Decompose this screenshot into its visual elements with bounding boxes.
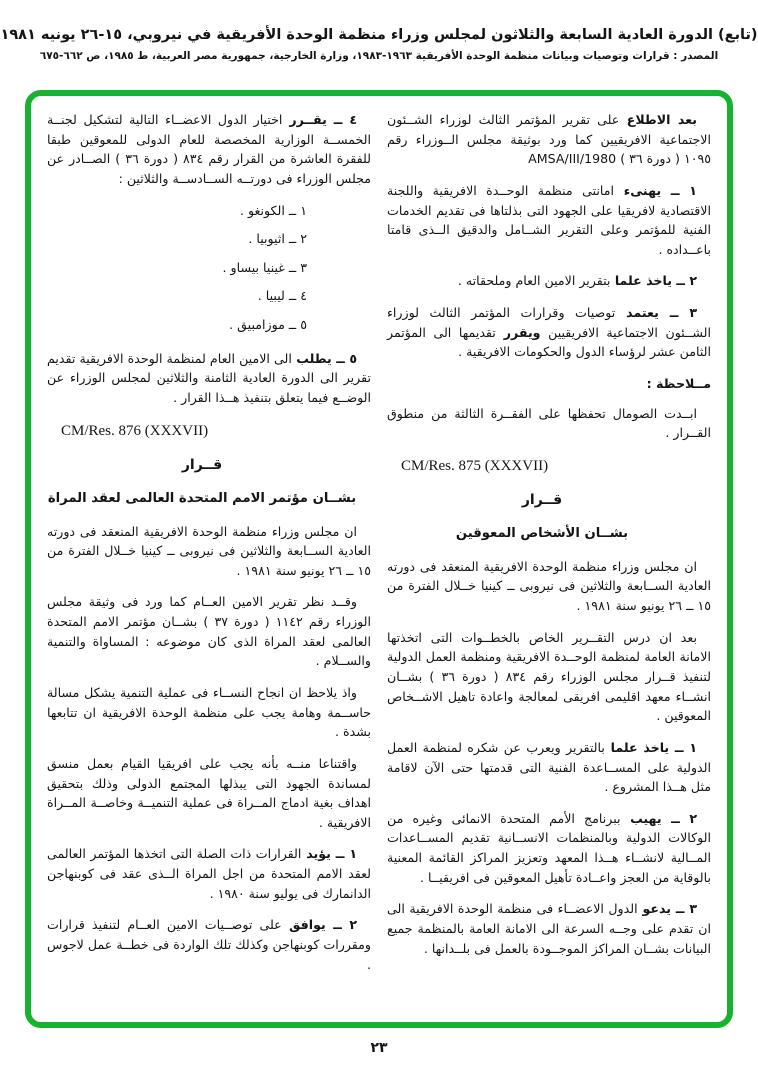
clause-1 (387, 181, 711, 260)
r875-clause-2-lead: ٢ ــ يهيب (620, 810, 697, 826)
r876-clause-1-text: القرارات ذات الصلة التى اتخذها المؤتمر العالمى لعقد الامم المتحدة من اجل المراة الــذى عقد فى كوبنهاجن الدانمارك فى يوليو سنة ١٩٨٠ . (47, 846, 371, 901)
content-frame (25, 90, 733, 1028)
column-left (47, 110, 371, 1022)
clause-4-text: اختيار الدول الاعضــاء التالية لتشكيل لجنــة الخمســة الوزارية المخصصة للعام الدولى للمعوقين طبقا للفقرة العاشرة من القرار رقم ٨٣٤ ( دورة ٣٦ ) الصــادر عن مجلس الوزراء فى دورتــه الســادســة والثلاثين : (47, 112, 372, 186)
resolution-875-clause-3 (387, 899, 711, 958)
intro-lead: بعد الاطلاع (619, 112, 697, 127)
resolution-876-subtitle: بشــان مؤتمر الامم المتحدة العالمى لعقد المراة (47, 490, 357, 506)
intro-text: على تقرير المؤتمر الثالث لوزراء الشــئون الاجتماعية الافريقيين كما ورد بوثيقة مجلس الــوزراء رقم ١٠٩٥ ( دورة ٣٦ ) AMSA/III/1980 (387, 112, 711, 167)
resolution-876-p2: وقــد نظر تقرير الامين العــام كما ورد فى وثيقة مجلس الوزراء رقم ١١٤٢ ( دورة ٣٧ ) بشــان مؤتمر الامم المتحدة العالمى لعقد المراة الذى كان موضوعه : المساواة والتنمية والســلام . (47, 594, 371, 669)
note-heading: مــلاحظة : (646, 376, 711, 392)
resolution-876-p1: ان مجلس وزراء منظمة الوحدة الافريقية المنعقد فى دورته العادية الســابعة والثلاثين فى نيروبى ــ كينيا خــلال الفترة من ١٥ ــ ٢٦ يونيو سنة ١٩٨١ . (47, 523, 371, 578)
clause-3 (387, 303, 711, 362)
clause-4 (47, 110, 371, 189)
clause-1-text: امانتى منظمة الوحــدة الافريقية واللجنة الاقتصادية لافريقيا على الجهود التى بذلتاها فى تقديم الخدمات الفنية للمؤتمر وعلى التقرير الشــامل والدقيق الــذى قامتا باعــداده . (387, 182, 711, 257)
source-line: المصدر : قرارات وتوصيات وبيانات منظمة الوحدة الأفريقية ١٩٦٣-١٩٨٣، وزارة الخارجية، جمهورية مصر العربية، ط ١٩٨٥، ص ٦٦٢-٦٧٥ (39, 50, 719, 62)
column-right (387, 110, 711, 1022)
country-item: ٥ ــ موزامبيق . (229, 317, 307, 333)
r876-clause-2-text: على توصــيات الامين العــام لتنفيذ قرارات ومقررات كوبنهاجن وكذلك تلك الواردة فى خطــة عمل لاجوس . (47, 917, 371, 972)
clause-5 (47, 349, 371, 408)
resolution-874-intro (387, 110, 711, 169)
country-item: ٤ ــ ليبيا . (257, 288, 307, 304)
clause-2-text: بتقرير الامين العام وملحقاته . (457, 273, 611, 289)
r876-clause-2-lead: ٢ ــ يوافق (281, 917, 357, 933)
clause-3-lead-2: ويقرر (495, 324, 541, 340)
clause-3-lead: ٣ ــ يعتمد (615, 305, 697, 321)
country-item: ١ ــ الكونغو . (239, 202, 307, 218)
clause-3-text: توصيات وقرارات المؤتمر الثالث لوزراء الشــئون الاجتماعية الافريقيين (387, 305, 711, 340)
clause-5-lead: ٥ ــ يطلب (291, 350, 357, 366)
resolution-876-p4: واقتناعا منــه بأنه يجب على افريقيا القيام بعمل منسق لمساندة الجهود التى يبذلها المجتمع الدولى وذلك بتحقيق اهداف بغية ادماج المــراة فى عملية التنميــة وخاصــة المــراة الافريقية . (47, 755, 371, 830)
r875-clause-1-text: بالتقرير ويعرب عن شكره لمنظمة العمل الدولية على المســاعدة الفنية التى قدمتها حتى الآن لاقامة مثل هــذا المشروع . (387, 739, 711, 795)
resolution-875-clause-1 (387, 738, 711, 797)
r875-clause-3-text: الدول الاعضــاء فى منظمة الوحدة الافريقية الى ان تقدم على وجــه السرعة الى الامانة العامة بالمنظمة جميع البيانات بشــان المراكز الموجــودة بالعمل فى بلــدانها . (387, 901, 711, 956)
r875-clause-1-lead: ١ ــ ياخذ علما (604, 739, 698, 755)
resolution-876-clause-1 (47, 844, 371, 903)
clause-3-text-2: تقديمها الى المؤتمر الثامن عشر لرؤساء الدول والحكومات الافريقية . (387, 324, 711, 360)
page-number: ٢٣ (370, 1040, 388, 1056)
session-title: (تابع) الدورة العادية السابعة والثلاثون لمجلس وزراء منظمة الوحدة الأفريقية في نيروبي، ١٥-٢٦ يونيه ١٩٨١ (0, 27, 758, 43)
resolution-875-p2: بعد ان درس التقــرير الخاص بالخطــوات التى اتخذتها الامانة العامة لمنظمة الوحــدة الافريقية ومنظمة العمل الدولية لتنفيذ قــرار مجلس الوزراء رقم ٨٣٤ ( دورة ٣٦ ) بشــان انشــاء معهد اقليمى افريقى لمعالجة واعادة تاهيل الاشــخاص المعوقين . (387, 629, 711, 724)
resolution-876-clause-2 (47, 915, 371, 974)
r876-clause-1-lead: ١ ــ يؤيد (301, 846, 357, 862)
r875-clause-2-text: ببرنامج الأمم المتحدة الانمائى وغيره من الوكالات الدولية وبالمنظمات الانســانية تقديم المســاعدات المــالية لانشــاء هــذا المعهد وتعزيز المراكز القائمة المعنية بالوقاية من العجز واعــادة تأهيل المعوقين فى افريقيــا . (387, 810, 711, 885)
resolution-876-p3: واذ يلاحظ ان انجاح النســاء فى عملية التنمية يشكل مسالة حاســمة وهامة يجب على منظمة الوحدة الافريقية ان تتابعها بشدة . (47, 684, 371, 740)
resolution-875-subtitle: بشــان الأشخاص المعوقين (455, 526, 629, 542)
resolution-875-p1: ان مجلس وزراء منظمة الوحدة الافريقية المنعقد فى دورته العادية الســابعة والثلاثين فى نيروبى ــ كينيا خــلال الفترة من ١٥ ــ ٢٦ يونيو سنة ١٩٨١ . (387, 558, 711, 614)
clause-5-text: الى الامين العام لمنظمة الوحدة الافريقية تقديم تقرير الى الدورة العادية الثامنة والثلاثين لمجلس الوزراء عن الوضــع فيما يتعلق بتنفيذ هــذا القرار . (47, 350, 371, 406)
resolution-id-876: CM/Res. 876 (XXXVII) (61, 422, 209, 439)
r875-clause-3-lead: ٣ ــ يدعو (637, 901, 697, 917)
resolution-876-title: قــرار (181, 457, 223, 474)
clause-2 (387, 271, 711, 291)
country-list (47, 201, 371, 335)
country-item: ٢ ــ اثيوبيا . (248, 231, 307, 247)
resolution-875-clause-2 (387, 809, 711, 888)
resolution-875-title: قــرار (521, 492, 563, 509)
clause-4-lead: ٤ ــ يقــرر (282, 112, 357, 127)
resolution-id-875: CM/Res. 875 (XXXVII) (401, 457, 549, 474)
clause-1-lead: ١ ــ يهنىء (613, 182, 697, 198)
country-item: ٣ ــ غينيا بيساو . (222, 259, 307, 275)
clause-2-lead: ٢ ــ ياخذ علما (610, 273, 697, 289)
page-header (0, 0, 758, 62)
note-body: ابــدت الصومال تحفظها على الفقــرة الثالثة من منطوق القــرار . (387, 405, 711, 441)
